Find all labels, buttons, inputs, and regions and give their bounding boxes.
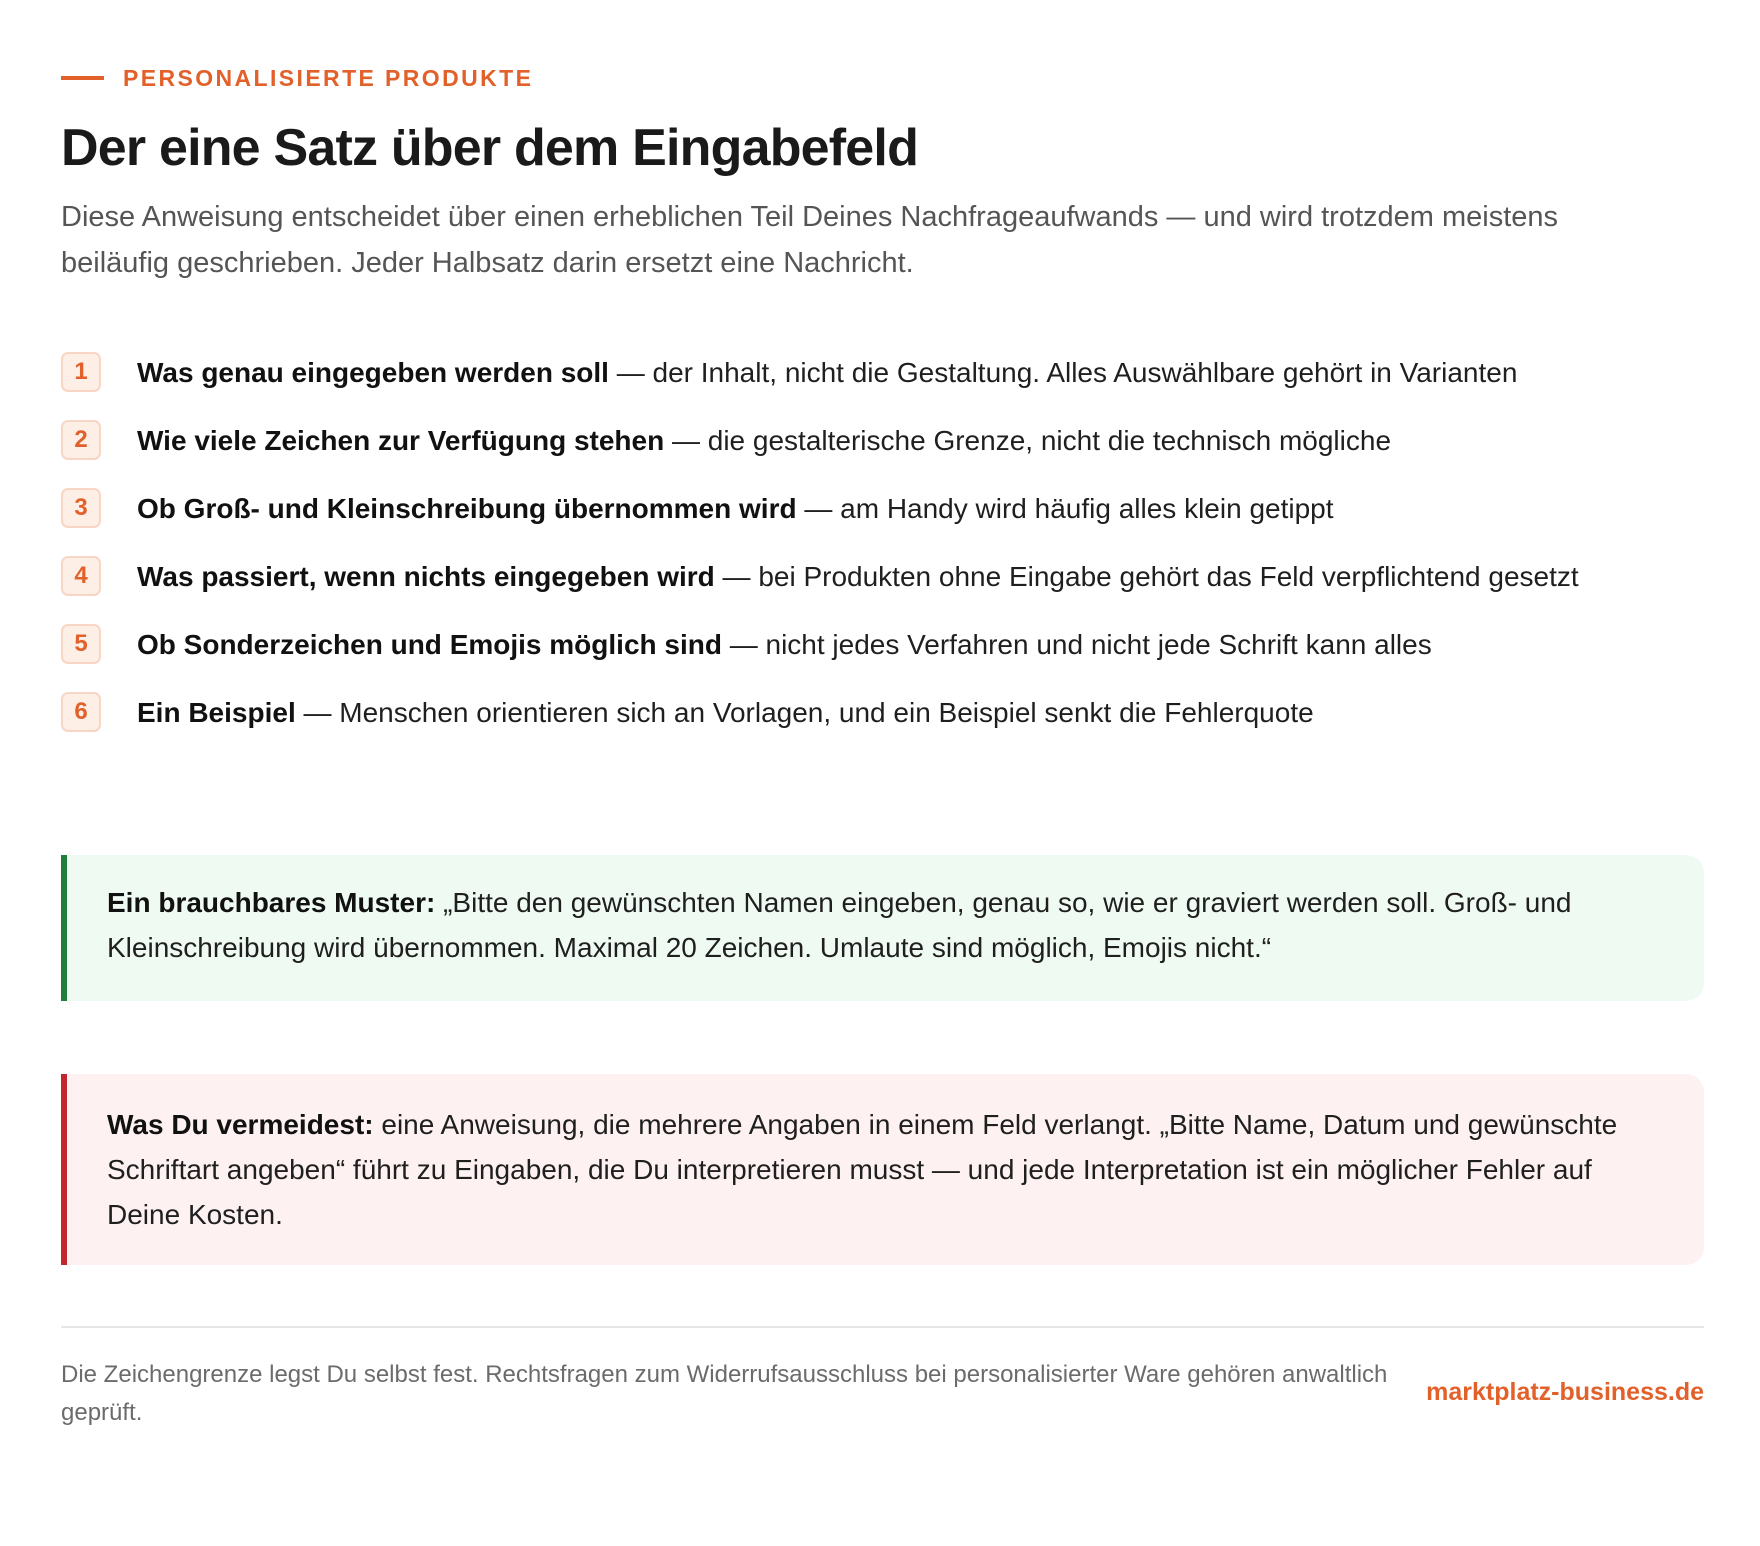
step-item xyxy=(61,418,1704,464)
step-item xyxy=(61,350,1704,396)
step-heading: Ob Sonderzeichen und Emojis möglich sind xyxy=(137,629,722,660)
footer-note: Die Zeichengrenze legst Du selbst fest. Rechtsfragen zum Widerrufsausschluss bei personalisierter Ware gehören anwaltlich geprüft. xyxy=(61,1361,1388,1426)
page-title: Der eine Satz über dem Eingabefeld xyxy=(61,119,919,177)
step-heading: Was genau eingegeben werden soll xyxy=(137,357,609,388)
lead-paragraph: Diese Anweisung entscheidet über einen erheblichen Teil Deines Nachfrageaufwands — und wird trotzdem meistens beiläufig geschrieben. Jeder Halbsatz darin ersetzt eine Nachricht. xyxy=(61,201,1559,279)
callout-text: „Bitte den gewünschten Namen eingeben, genau so, wie er graviert werden soll. Groß- und Kleinschreibung wird übernommen. Maximal 20 Zeichen. Umlaute sind möglich, Emojis nicht.“ xyxy=(107,887,1572,963)
eyebrow-line xyxy=(61,76,104,80)
step-item xyxy=(61,690,1704,736)
steps-list xyxy=(61,350,1704,758)
footer-divider xyxy=(61,1326,1704,1328)
avoid-example-callout xyxy=(61,1074,1704,1265)
step-number-badge: 1 xyxy=(61,352,101,392)
step-number-badge: 3 xyxy=(61,488,101,528)
brand-link[interactable]: marktplatz-business.de xyxy=(1426,1378,1704,1406)
step-text: — der Inhalt, nicht die Gestaltung. Alles Auswählbare gehört in Varianten xyxy=(608,357,1518,388)
step-text: — bei Produkten ohne Eingabe gehört das Feld verpflichtend gesetzt xyxy=(714,561,1579,592)
eyebrow xyxy=(61,64,533,92)
step-text: — die gestalterische Grenze, nicht die technisch mögliche xyxy=(664,425,1392,456)
step-number-badge: 6 xyxy=(61,692,101,732)
step-heading: Was passiert, wenn nichts eingegeben wird xyxy=(137,561,715,592)
step-number-badge: 4 xyxy=(61,556,101,596)
step-item xyxy=(61,486,1704,532)
step-number-badge: 2 xyxy=(61,420,101,460)
step-item xyxy=(61,622,1704,668)
step-heading: Ein Beispiel xyxy=(137,697,296,728)
step-number-badge: 5 xyxy=(61,624,101,664)
callout-text: eine Anweisung, die mehrere Angaben in einem Feld verlangt. „Bitte Name, Datum und gewünschte Schriftart angeben“ führt zu Eingaben, die Du interpretieren musst — und jede Interpretation ist ein möglicher Fehler auf Deine Kosten. xyxy=(107,1109,1618,1230)
step-text: — am Handy wird häufig alles klein getippt xyxy=(796,493,1334,524)
step-text: — Menschen orientieren sich an Vorlagen, und ein Beispiel senkt die Fehlerquote xyxy=(295,697,1314,728)
callout-label: Was Du vermeidest: xyxy=(107,1109,374,1140)
step-heading: Wie viele Zeichen zur Verfügung stehen xyxy=(137,425,665,456)
step-item xyxy=(61,554,1704,600)
step-heading: Ob Groß- und Kleinschreibung übernommen wird xyxy=(137,493,797,524)
step-text: — nicht jedes Verfahren und nicht jede Schrift kann alles xyxy=(721,629,1432,660)
eyebrow-text: PERSONALISIERTE PRODUKTE xyxy=(123,65,534,91)
good-example-callout xyxy=(61,855,1704,1001)
callout-label: Ein brauchbares Muster: xyxy=(107,887,436,918)
